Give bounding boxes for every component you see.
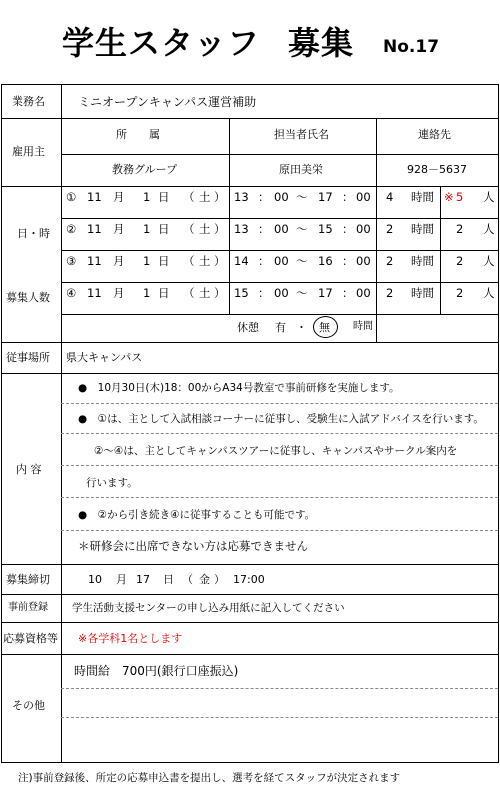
session-end-hour: 17 [318,286,333,300]
deadline-time: 17:00 [233,573,265,586]
content-line-1: ● 10月30日(木)18：00からA34号教室で事前研修を実施します。 [78,382,400,394]
session-people-unit: 人 [483,222,495,236]
session-mark: ※ [444,190,454,204]
content-line-3: ②～④は、主としてキャンパスツアーに従事し、キャンパスやサークル案内を [94,445,458,457]
session-people: 2 [456,222,464,236]
session-weekday: 土 [199,222,211,236]
deadline-paren-open: （ [182,573,193,586]
session-end-hour: 16 [318,254,333,268]
label-content: 内 容 [16,463,42,476]
session-month: 11 [87,286,102,300]
page-title: 学生スタッフ [62,24,261,62]
session-hours: 2 [386,222,394,236]
session-number: ③ [66,254,77,268]
session-tilde: ～ [296,222,308,236]
deadline-day-label: 日 [163,573,174,586]
session-day-label: 日 [158,190,170,204]
session-weekday: 土 [199,254,211,268]
session-tilde: ～ [296,254,308,268]
session-month-label: 月 [113,222,125,236]
session-hours-unit: 時間 [411,286,434,300]
session-number: ④ [66,286,77,300]
session-month-label: 月 [113,254,125,268]
session-colon: ： [258,286,270,300]
page-title-recruit: 募集 [288,24,355,62]
content-line-2: ● ①は、主として入試相談コーナーに従事し、受験生に入試アドバイスを行います。 [78,413,484,425]
session-people: 2 [456,254,464,268]
session-colon: ： [258,222,270,236]
session-month: 11 [87,190,102,204]
session-hours-unit: 時間 [411,222,434,236]
session-colon: ： [258,254,270,268]
label-workplace: 従事場所 [6,351,50,364]
break-label: 休憩 [237,321,259,334]
session-weekday: 土 [199,190,211,204]
session-end-hour: 15 [318,222,333,236]
label-datetime: 日・時 [17,227,50,240]
break-unit: 時間 [353,321,373,332]
session-hours-unit: 時間 [411,190,434,204]
session-month: 11 [87,222,102,236]
session-number: ② [66,222,77,236]
session-people: 5 [456,190,464,204]
session-month: 11 [87,254,102,268]
content-line-4: 行います。 [86,477,138,489]
session-day-label: 日 [158,286,170,300]
label-preregistration: 事前登録 [8,602,48,613]
label-deadline: 募集締切 [6,573,50,586]
workplace-value: 県大キャンパス [66,351,143,364]
session-day-label: 日 [158,254,170,268]
deadline-paren-close: ） [214,573,225,586]
session-start-minute: 00 [274,222,289,236]
session-day-label: 日 [158,222,170,236]
session-start-hour: 13 [234,190,249,204]
label-job-name: 業務名 [12,95,45,108]
deadline-month: 10 [88,573,102,586]
employer-person-header: 担当者氏名 [274,128,329,141]
label-qualification: 応募資格等 [3,632,58,645]
deadline-day: 17 [136,573,150,586]
other-value: 時間給 700円(銀行口座振込) [74,664,239,678]
preregistration-value: 学生活動支援センターの申し込み用紙に記入してください [72,602,345,614]
session-colon: ： [342,190,354,204]
session-colon: ： [258,190,270,204]
session-start-hour: 15 [234,286,249,300]
session-colon: ： [342,254,354,268]
employer-contact-header: 連絡先 [418,128,451,141]
session-start-minute: 00 [274,286,289,300]
break-no: 無 [319,321,330,334]
employer-phone: 928－5637 [407,163,467,176]
break-separator: ・ [296,321,307,334]
employer-dept-header: 所 属 [116,128,160,141]
qualification-value: ※各学科1名とします [78,632,183,645]
session-hours: 2 [386,286,394,300]
session-paren-open: （ [183,190,195,204]
job-name-value: ミニオープンキャンパス運営補助 [78,95,257,109]
issue-number: No.17 [383,37,440,57]
session-start-minute: 00 [274,190,289,204]
session-colon: ： [342,286,354,300]
session-tilde: ～ [296,286,308,300]
session-people-unit: 人 [483,254,495,268]
session-hours: 2 [386,254,394,268]
session-number: ① [66,190,77,204]
session-start-minute: 00 [274,254,289,268]
footnote: 注)事前登録後、所定の応募申込書を提出し、選考を経てスタッフが決定されます [18,772,401,784]
session-day: 1 [143,222,151,236]
session-end-minute: 00 [356,222,371,236]
employer-person: 原田美栄 [279,163,323,176]
session-end-minute: 00 [356,254,371,268]
session-people: 2 [456,286,464,300]
session-day: 1 [143,190,151,204]
session-paren-close: ） [214,286,226,300]
deadline-month-label: 月 [116,573,127,586]
session-day: 1 [143,286,151,300]
session-weekday: 土 [199,286,211,300]
session-paren-close: ） [214,190,226,204]
session-colon: ： [342,222,354,236]
session-month-label: 月 [113,286,125,300]
employer-dept: 教務グループ [112,163,178,176]
session-tilde: ～ [296,190,308,204]
session-hours-unit: 時間 [411,254,434,268]
session-paren-open: （ [183,286,195,300]
session-people-unit: 人 [483,286,495,300]
session-people-unit: 人 [483,190,495,204]
session-paren-open: （ [183,254,195,268]
content-line-6: ＊研修会に出席できない方は応募できません [78,539,308,553]
session-paren-close: ） [214,254,226,268]
session-end-minute: 00 [356,190,371,204]
session-month-label: 月 [113,190,125,204]
session-paren-open: （ [183,222,195,236]
session-day: 1 [143,254,151,268]
session-start-hour: 14 [234,254,249,268]
break-yes: 有 [275,321,286,334]
session-paren-close: ） [214,222,226,236]
session-start-hour: 13 [234,222,249,236]
session-end-minute: 00 [356,286,371,300]
label-employer: 雇用主 [12,145,45,158]
session-end-hour: 17 [318,190,333,204]
session-hours: 4 [386,190,394,204]
label-other: その他 [12,699,45,712]
label-headcount: 募集人数 [6,291,50,304]
content-line-5: ● ②から引き続き④に従事することも可能です。 [78,509,316,521]
deadline-weekday: 金 [199,573,210,586]
